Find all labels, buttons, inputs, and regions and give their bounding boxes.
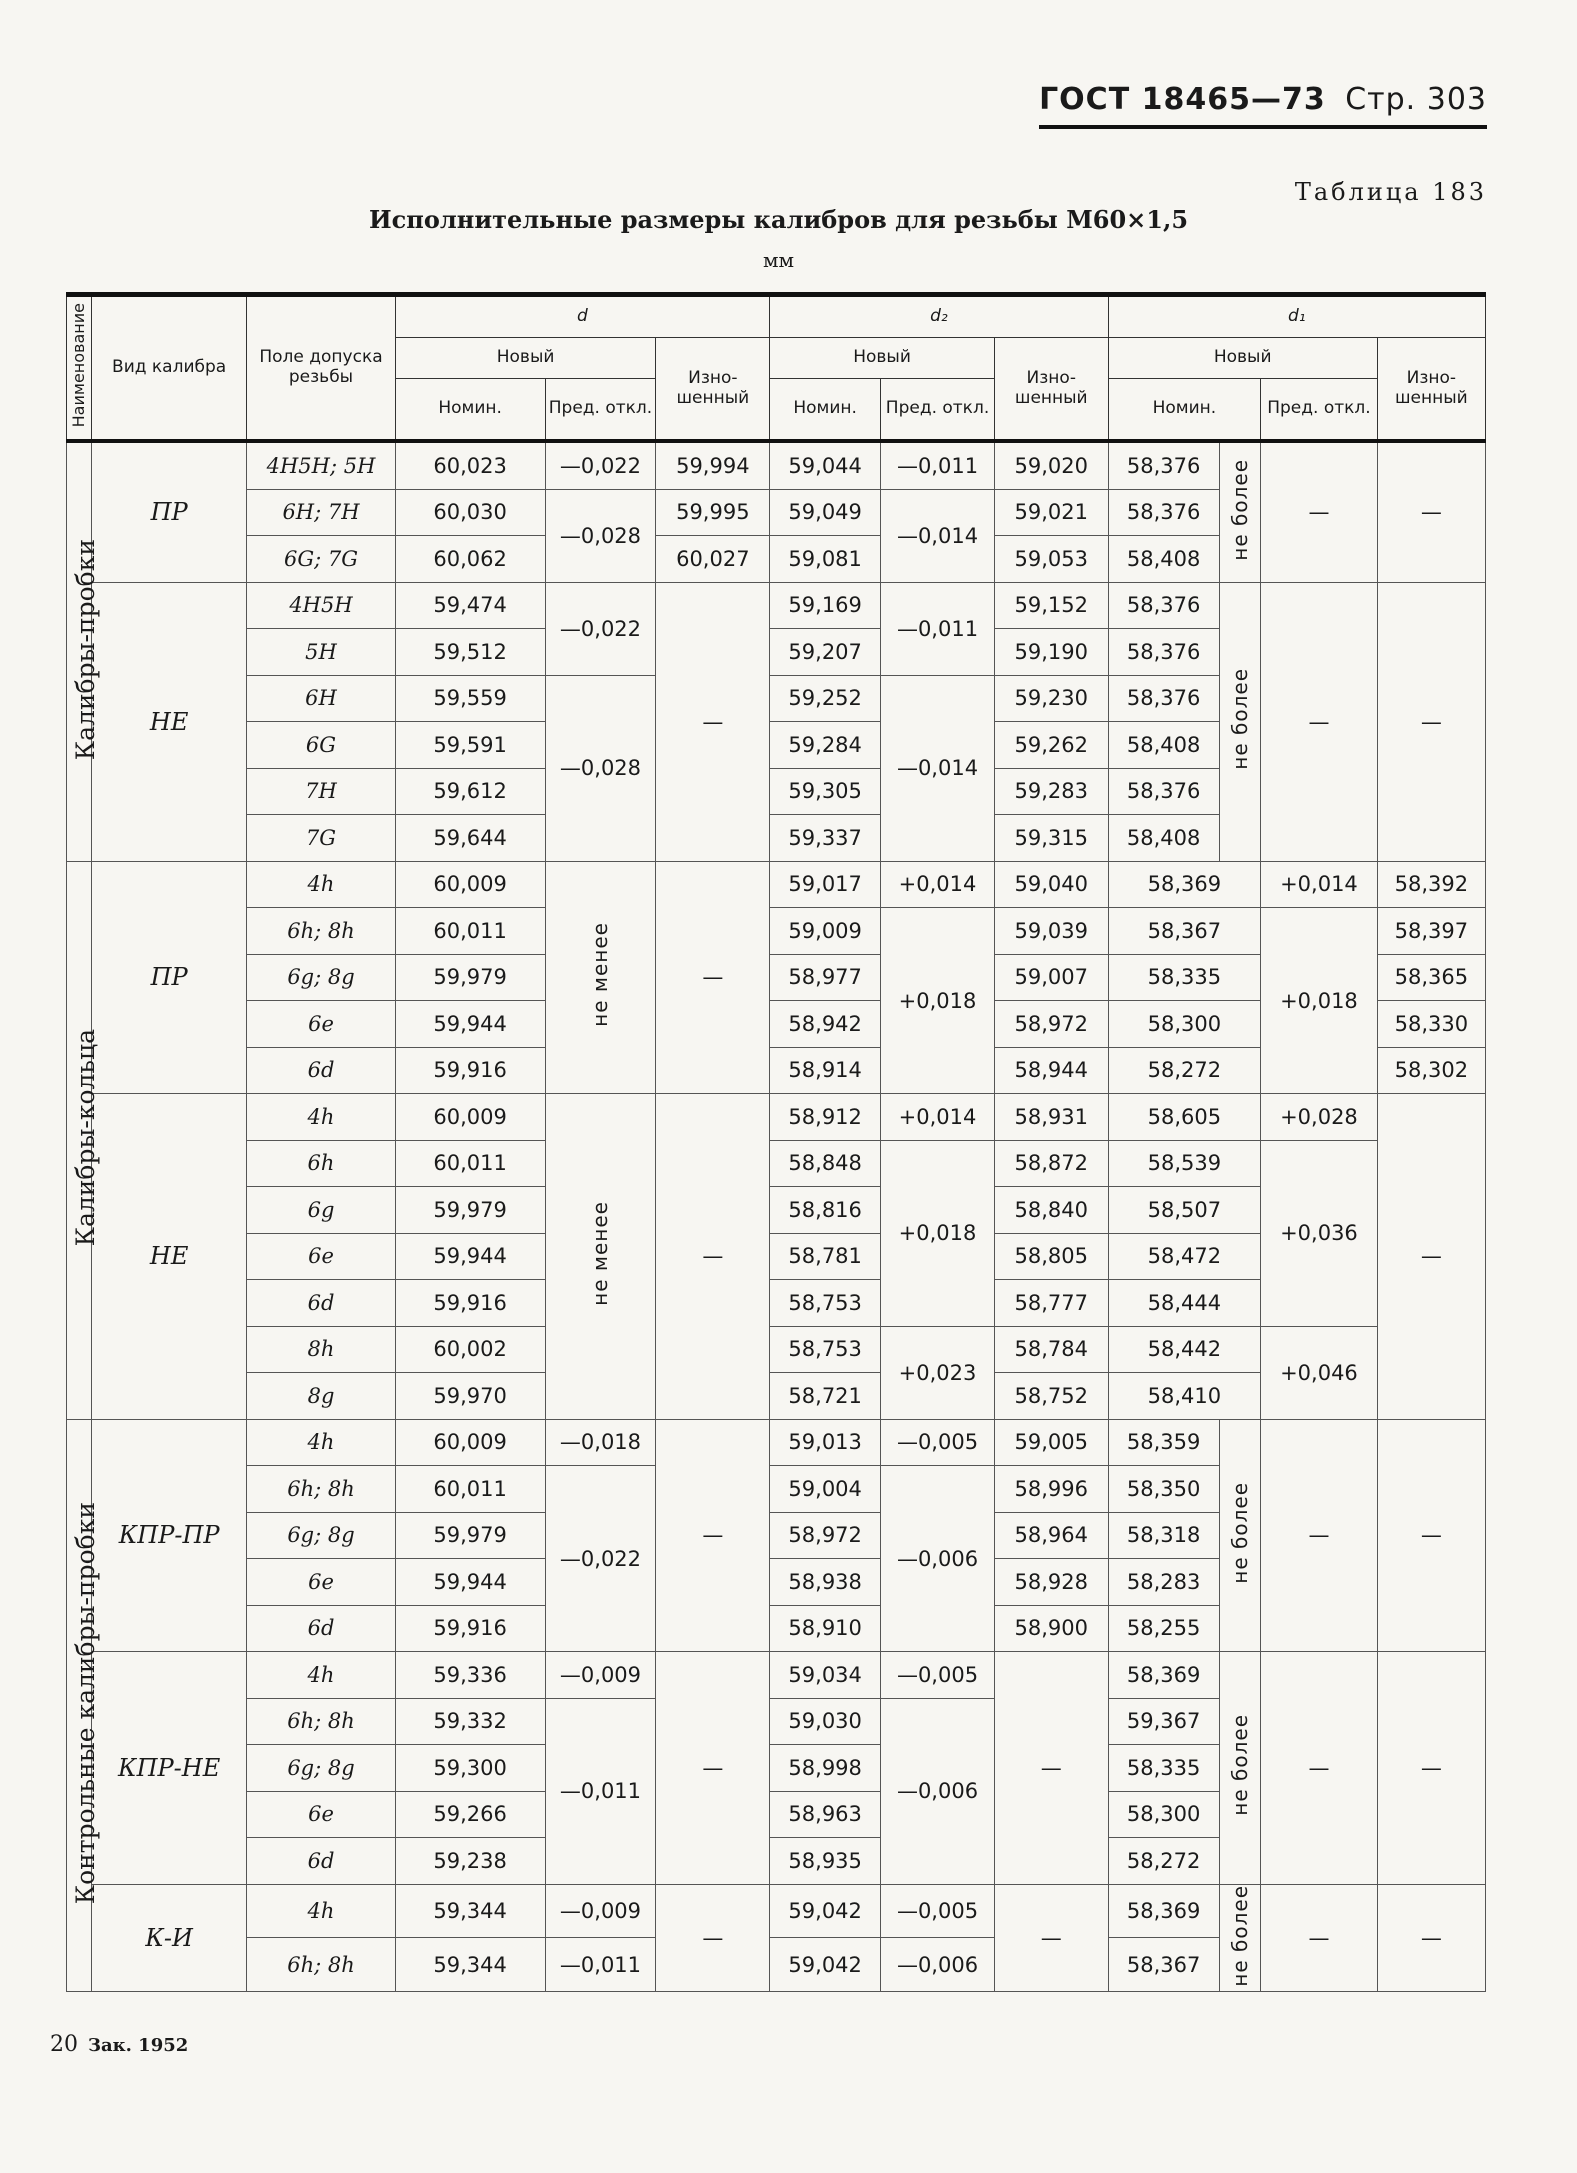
table-row: [67, 1652, 1486, 1699]
table-cell: 59,169: [770, 582, 881, 629]
table-cell: —0,005: [881, 1419, 995, 1466]
col-d: d: [395, 295, 769, 338]
table-cell: 58,914: [770, 1047, 881, 1094]
table-cell: 58,376: [1108, 675, 1219, 722]
table-cell: +0,036: [1261, 1140, 1378, 1326]
table-cell: —: [656, 861, 770, 1094]
table-cell: 6h: [247, 1140, 395, 1187]
table-cell: 58,931: [994, 1094, 1108, 1141]
table-cell: 59,970: [395, 1373, 545, 1420]
table-cell: 6e: [247, 1233, 395, 1280]
table-cell: —0,022: [545, 582, 656, 675]
table-cell: 7G: [247, 815, 395, 862]
table-cell: 59,042: [770, 1884, 881, 1938]
table-cell: 59,042: [770, 1938, 881, 1992]
table-label: Таблица 183: [1294, 178, 1487, 206]
table-cell: 58,408: [1108, 722, 1219, 769]
table-cell: 58,996: [994, 1466, 1108, 1513]
table-title: Исполнительные размеры калибров для резьбы М60×1,5: [368, 205, 1189, 234]
table-cell: 6d: [247, 1047, 395, 1094]
table-cell: 6h; 8h: [247, 1938, 395, 1992]
table-cell: 59,315: [994, 815, 1108, 862]
table-cell: 58,977: [770, 954, 881, 1001]
table-cell: 58,272: [1108, 1047, 1261, 1094]
table-cell: —0,005: [881, 1652, 995, 1699]
table-cell: 58,938: [770, 1559, 881, 1606]
table-cell: 6g; 8g: [247, 954, 395, 1001]
table-cell: —: [994, 1652, 1108, 1885]
table-cell: 58,472: [1108, 1233, 1261, 1280]
table-cell: 59,020: [994, 441, 1108, 489]
table-cell: —: [656, 1419, 770, 1652]
table-cell: 60,062: [395, 536, 545, 583]
table-cell: +0,014: [881, 861, 995, 908]
limit-note: не менее: [545, 1094, 656, 1420]
table-cell: 58,272: [1108, 1838, 1219, 1885]
table-cell: 4h: [247, 1884, 395, 1938]
limit-note: не более: [1219, 1652, 1261, 1885]
table-cell: 60,011: [395, 1140, 545, 1187]
table-cell: —: [1377, 1652, 1485, 1885]
table-cell: 59,300: [395, 1745, 545, 1792]
col-d2-new: Новый: [770, 338, 995, 379]
kind-label: КПР-НЕ: [91, 1652, 246, 1885]
table-cell: 58,753: [770, 1326, 881, 1373]
table-cell: 59,305: [770, 768, 881, 815]
table-cell: +0,023: [881, 1326, 995, 1419]
table-cell: 58,840: [994, 1187, 1108, 1234]
table-cell: 58,753: [770, 1280, 881, 1327]
table-cell: 60,030: [395, 489, 545, 536]
table-cell: 6e: [247, 1001, 395, 1048]
table-cell: 7H: [247, 768, 395, 815]
limit-note: не более: [1219, 582, 1261, 861]
table-cell: 58,376: [1108, 582, 1219, 629]
table-cell: 4h: [247, 861, 395, 908]
table-cell: 59,559: [395, 675, 545, 722]
table-cell: 4h: [247, 1652, 395, 1699]
table-cell: 59,284: [770, 722, 881, 769]
table-cell: 60,011: [395, 908, 545, 955]
table-cell: +0,028: [1261, 1094, 1378, 1141]
table-cell: —: [1377, 582, 1485, 861]
table-cell: 4H5H; 5H: [247, 441, 395, 489]
table-cell: —: [1377, 1094, 1485, 1420]
table-cell: 60,009: [395, 861, 545, 908]
page-footer: [50, 2032, 188, 2057]
table-cell: 58,928: [994, 1559, 1108, 1606]
table-cell: 59,266: [395, 1791, 545, 1838]
table-cell: 58,369: [1108, 1652, 1219, 1699]
footer-page-no: 20: [50, 2032, 78, 2057]
table-cell: 58,781: [770, 1233, 881, 1280]
table-cell: 59,944: [395, 1233, 545, 1280]
table-cell: 59,644: [395, 815, 545, 862]
table-cell: 6g: [247, 1187, 395, 1234]
table-cell: 59,916: [395, 1605, 545, 1652]
table-cell: —: [1261, 441, 1378, 582]
table-cell: 58,848: [770, 1140, 881, 1187]
table-cell: 58,335: [1108, 1745, 1219, 1792]
table-cell: 58,784: [994, 1326, 1108, 1373]
table-cell: 60,002: [395, 1326, 545, 1373]
table-cell: 59,230: [994, 675, 1108, 722]
table-cell: 59,994: [656, 441, 770, 489]
gost-number: ГОСТ 18465—73: [1039, 82, 1326, 117]
table-cell: 59,044: [770, 441, 881, 489]
table-cell: 58,376: [1108, 629, 1219, 676]
table-cell: 58,330: [1377, 1001, 1485, 1048]
table-cell: 58,367: [1108, 1938, 1219, 1992]
table-cell: 58,335: [1108, 954, 1261, 1001]
table-cell: 59,332: [395, 1698, 545, 1745]
table-cell: 59,039: [994, 908, 1108, 955]
table-cell: 58,300: [1108, 1001, 1261, 1048]
table-cell: 58,998: [770, 1745, 881, 1792]
table-row: [67, 1094, 1486, 1141]
table-cell: 6d: [247, 1838, 395, 1885]
table-cell: 59,021: [994, 489, 1108, 536]
table-cell: 60,009: [395, 1419, 545, 1466]
table-cell: —: [1377, 1419, 1485, 1652]
table-cell: —: [1377, 1884, 1485, 1992]
table-cell: —0,011: [545, 1938, 656, 1992]
table-cell: 58,442: [1108, 1326, 1261, 1373]
table-cell: 60,009: [395, 1094, 545, 1141]
table-cell: 8h: [247, 1326, 395, 1373]
table-cell: —: [656, 1094, 770, 1420]
footer-order: Зак. 1952: [88, 2035, 189, 2056]
page-number: Стр. 303: [1345, 82, 1487, 117]
kind-label: КПР-ПР: [91, 1419, 246, 1652]
col-d-new: Новый: [395, 338, 656, 379]
table-row: [67, 1884, 1486, 1938]
table-cell: —0,006: [881, 1466, 995, 1652]
col-d2-dev: Пред. откл.: [881, 379, 995, 442]
table-cell: —0,006: [881, 1698, 995, 1884]
table-cell: 5H: [247, 629, 395, 676]
table-cell: 59,081: [770, 536, 881, 583]
table-cell: 58,369: [1108, 1884, 1219, 1938]
table-cell: 6d: [247, 1605, 395, 1652]
table-cell: 59,944: [395, 1559, 545, 1606]
table-cell: —0,009: [545, 1652, 656, 1699]
col-d1-new: Новый: [1108, 338, 1377, 379]
table-cell: +0,014: [1261, 861, 1378, 908]
table-cell: +0,018: [881, 1140, 995, 1326]
table-cell: 58,408: [1108, 815, 1219, 862]
table-row: [67, 908, 1486, 955]
col-d2-nom: Номин.: [770, 379, 881, 442]
table-cell: 59,591: [395, 722, 545, 769]
table-cell: +0,018: [881, 908, 995, 1094]
table-cell: 58,507: [1108, 1187, 1261, 1234]
table-cell: 60,023: [395, 441, 545, 489]
table-cell: —: [1261, 1884, 1378, 1992]
table-cell: 6h; 8h: [247, 908, 395, 955]
table-cell: 59,034: [770, 1652, 881, 1699]
table-cell: 6g; 8g: [247, 1512, 395, 1559]
table-cell: 4h: [247, 1419, 395, 1466]
table-cell: —0,005: [881, 1884, 995, 1938]
table-row: [67, 582, 1486, 629]
table-cell: 58,963: [770, 1791, 881, 1838]
table-cell: 59,053: [994, 536, 1108, 583]
table-cell: 59,190: [994, 629, 1108, 676]
table-cell: 4H5H: [247, 582, 395, 629]
col-field: Поле допуска резьбы: [247, 295, 395, 442]
table-cell: 58,816: [770, 1187, 881, 1234]
table-cell: 59,017: [770, 861, 881, 908]
table-cell: 58,872: [994, 1140, 1108, 1187]
table-cell: 58,935: [770, 1838, 881, 1885]
limit-note: не менее: [545, 861, 656, 1094]
col-d1-nom: Номин.: [1108, 379, 1261, 442]
table-cell: —0,028: [545, 489, 656, 582]
table-head: [67, 295, 1486, 442]
table-row: [67, 1419, 1486, 1466]
table-cell: 58,944: [994, 1047, 1108, 1094]
limit-note: не более: [1219, 441, 1261, 582]
table-cell: 58,359: [1108, 1419, 1219, 1466]
table-cell: 58,410: [1108, 1373, 1261, 1420]
table-cell: 58,910: [770, 1605, 881, 1652]
group-label: Калибры-кольца: [67, 861, 92, 1419]
table-row: [67, 1326, 1486, 1373]
col-d1: d₁: [1108, 295, 1485, 338]
table-cell: 58,300: [1108, 1791, 1219, 1838]
table-cell: —: [1261, 1652, 1378, 1885]
table-cell: 6G: [247, 722, 395, 769]
table-cell: 58,900: [994, 1605, 1108, 1652]
table-cell: 58,350: [1108, 1466, 1219, 1513]
limit-note: не более: [1219, 1419, 1261, 1652]
col-d-worn: Изно-шенный: [656, 338, 770, 442]
table-cell: 59,336: [395, 1652, 545, 1699]
table-cell: 59,512: [395, 629, 545, 676]
table-cell: 58,318: [1108, 1512, 1219, 1559]
table-cell: —: [1261, 1419, 1378, 1652]
table-cell: +0,046: [1261, 1326, 1378, 1419]
table-cell: 58,912: [770, 1094, 881, 1141]
table-cell: 6e: [247, 1559, 395, 1606]
table-cell: —0,014: [881, 675, 995, 861]
table-cell: 60,027: [656, 536, 770, 583]
table-cell: 59,049: [770, 489, 881, 536]
table-cell: 59,474: [395, 582, 545, 629]
table-cell: —: [656, 582, 770, 861]
table-cell: 59,916: [395, 1047, 545, 1094]
table-cell: 6h; 8h: [247, 1698, 395, 1745]
table-cell: —: [1261, 582, 1378, 861]
table-cell: 58,539: [1108, 1140, 1261, 1187]
table-cell: 58,444: [1108, 1280, 1261, 1327]
table-cell: 59,207: [770, 629, 881, 676]
table-row: [67, 1140, 1486, 1187]
table-cell: 59,344: [395, 1884, 545, 1938]
table-cell: 59,995: [656, 489, 770, 536]
table-cell: 58,942: [770, 1001, 881, 1048]
table-cell: 59,612: [395, 768, 545, 815]
table-cell: —0,011: [545, 1698, 656, 1884]
table-row: [67, 441, 1486, 489]
table-cell: 58,302: [1377, 1047, 1485, 1094]
table-row: [67, 861, 1486, 908]
table-cell: —: [656, 1652, 770, 1885]
table-cell: 58,605: [1108, 1094, 1261, 1141]
kind-label: ПР: [91, 441, 246, 582]
table-cell: 59,337: [770, 815, 881, 862]
col-kind: Вид калибра: [91, 295, 246, 442]
table-cell: 59,979: [395, 954, 545, 1001]
group-label: Контрольные калибры-пробки: [67, 1419, 92, 1992]
table-cell: 6G; 7G: [247, 536, 395, 583]
kind-label: ПР: [91, 861, 246, 1094]
col-d2-worn: Изно-шенный: [994, 338, 1108, 442]
table-cell: —0,022: [545, 441, 656, 489]
table-cell: —0,009: [545, 1884, 656, 1938]
table-cell: 58,777: [994, 1280, 1108, 1327]
table-cell: 58,367: [1108, 908, 1261, 955]
table-cell: 58,972: [770, 1512, 881, 1559]
table-cell: 6H; 7H: [247, 489, 395, 536]
table-cell: —0,011: [881, 441, 995, 489]
kind-label: К-И: [91, 1884, 246, 1992]
table-cell: 58,752: [994, 1373, 1108, 1420]
page-header: [1039, 82, 1487, 129]
table-cell: 6g; 8g: [247, 1745, 395, 1792]
table-cell: +0,014: [881, 1094, 995, 1141]
group-label: Калибры-пробки: [67, 441, 92, 861]
table-cell: 58,964: [994, 1512, 1108, 1559]
table-cell: —0,011: [881, 582, 995, 675]
table-cell: 58,376: [1108, 768, 1219, 815]
table-cell: 59,030: [770, 1698, 881, 1745]
table-cell: 58,972: [994, 1001, 1108, 1048]
table-cell: 59,238: [395, 1838, 545, 1885]
table-cell: 58,721: [770, 1373, 881, 1420]
table-cell: —0,006: [881, 1938, 995, 1992]
calibre-table: [66, 292, 1486, 1992]
table-cell: —: [1377, 441, 1485, 582]
col-d-dev: Пред. откл.: [545, 379, 656, 442]
table-cell: 59,013: [770, 1419, 881, 1466]
table-cell: 6h; 8h: [247, 1466, 395, 1513]
table-cell: 8g: [247, 1373, 395, 1420]
col-d-nom: Номин.: [395, 379, 545, 442]
table-cell: 58,392: [1377, 861, 1485, 908]
table-cell: 59,916: [395, 1280, 545, 1327]
table-cell: —0,018: [545, 1419, 656, 1466]
table-cell: 59,979: [395, 1512, 545, 1559]
table-cell: 58,255: [1108, 1605, 1219, 1652]
table-cell: 59,009: [770, 908, 881, 955]
table-cell: 59,040: [994, 861, 1108, 908]
kind-label: НЕ: [91, 582, 246, 861]
table-cell: 59,283: [994, 768, 1108, 815]
table-cell: 58,365: [1377, 954, 1485, 1001]
table-cell: 6H: [247, 675, 395, 722]
table-cell: 59,007: [994, 954, 1108, 1001]
table-cell: +0,018: [1261, 908, 1378, 1094]
table-cell: 60,011: [395, 1466, 545, 1513]
table-cell: 58,408: [1108, 536, 1219, 583]
table-cell: 4h: [247, 1094, 395, 1141]
table-cell: 58,805: [994, 1233, 1108, 1280]
table-cell: 59,262: [994, 722, 1108, 769]
table-cell: 59,344: [395, 1938, 545, 1992]
table-cell: 59,005: [994, 1419, 1108, 1466]
table-cell: 6d: [247, 1280, 395, 1327]
unit-label: мм: [762, 248, 795, 272]
table-cell: 58,376: [1108, 489, 1219, 536]
table-cell: 58,369: [1108, 861, 1261, 908]
table-cell: 58,283: [1108, 1559, 1219, 1606]
col-d1-dev: Пред. откл.: [1261, 379, 1378, 442]
col-d2: d₂: [770, 295, 1108, 338]
col-name: Наименование: [67, 295, 92, 442]
table-cell: 59,252: [770, 675, 881, 722]
table-cell: 58,397: [1377, 908, 1485, 955]
table-cell: —0,014: [881, 489, 995, 582]
table-cell: 59,944: [395, 1001, 545, 1048]
table-cell: 6e: [247, 1791, 395, 1838]
col-d1-worn: Изно-шенный: [1377, 338, 1485, 442]
table-cell: 59,004: [770, 1466, 881, 1513]
table-cell: —: [994, 1884, 1108, 1992]
table-cell: 59,152: [994, 582, 1108, 629]
table-cell: —0,022: [545, 1466, 656, 1652]
limit-note: не более: [1219, 1884, 1261, 1992]
table-body: [67, 441, 1486, 1992]
table-cell: 59,979: [395, 1187, 545, 1234]
kind-label: НЕ: [91, 1094, 246, 1420]
table-cell: 59,367: [1108, 1698, 1219, 1745]
table-cell: 58,376: [1108, 441, 1219, 489]
table-cell: —: [656, 1884, 770, 1992]
table-cell: —0,028: [545, 675, 656, 861]
